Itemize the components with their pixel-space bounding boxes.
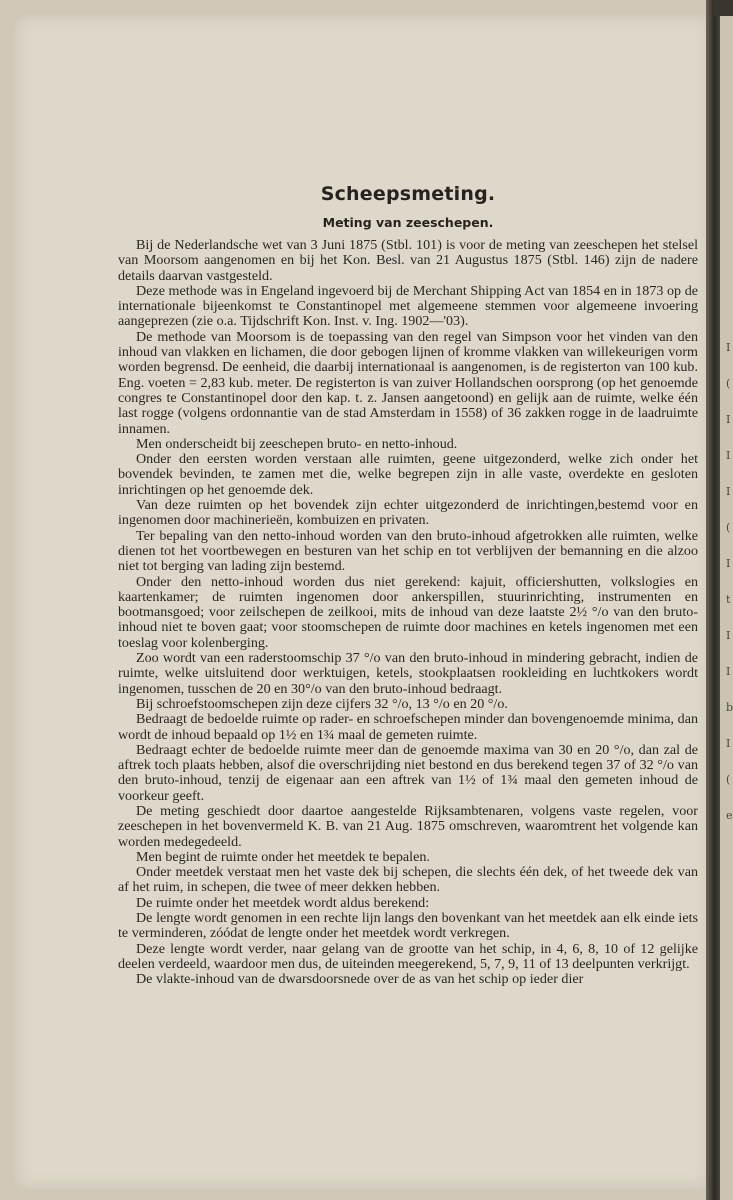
paragraph: Bij de Nederlandsche wet van 3 Juni 1875 (Stbl. 101) is voor de meting van zeeschepen het stelsel van Moorsom aangenomen en bij het Kon. Besl. van 21 Augustus 1875 (Stbl. 146) zijn de nadere details daarvan vastgesteld. [118,237,698,284]
margin-fragment: e [726,809,733,822]
book-gutter [706,0,720,1200]
page-content [118,183,698,988]
paragraph: Onder den eersten worden verstaan alle ruimten, geene uitgezonderd, welke zich onder het bovendek bevinden, te zamen met die, welke begrepen zijn in alle vaste, overdekte en gesloten inrichtingen op het genoemde dek. [118,451,698,498]
margin-fragment: I [726,485,731,498]
paragraph: De lengte wordt genomen in een rechte lijn langs den bovenkant van het meetdek aan elk einde iets te verminderen, zóódat de lengte onder het meetdek wordt verkregen. [118,910,698,942]
paragraph: Bedraagt echter de bedoelde ruimte meer dan de genoemde maxima van 30 en 20 °/o, dan zal de aftrek toch plaats hebben, alsof die overschrijding niet bestond en dus berekend tegen 37 of 32 °/o van den bruto-inhoud, tenzij de eigenaar aan een aftrek van 1½ of 1¾ maal den gemeten inhoud de voorkeur geeft. [118,741,698,804]
margin-fragment: ( [726,773,731,786]
margin-fragment: I [726,629,731,642]
paragraph: Deze lengte wordt verder, naar gelang van de grootte van het schip, in 4, 6, 8, 10 of 12 gelijke deelen verdeeld, waardoor men dus, de uiteinden meegerekend, 5, 7, 9, 11 of 13 deelpunten verkrijgt. [118,940,698,972]
paragraph: Onder meetdek verstaat men het vaste dek bij schepen, die slechts één dek, of het tweede dek van af het ruim, in schepen, die twee of meer dekken hebben. [118,864,698,896]
corner-shadow [714,0,733,16]
margin-fragment: I [726,557,731,570]
paragraph: Men begint de ruimte onder het meetdek te bepalen. [136,848,430,865]
paragraph: Van deze ruimten op het bovendek zijn echter uitgezonderd de inrichtingen,bestemd voor en ingenomen door machinerieën, kombuizen en privaten. [118,497,698,529]
paragraph: Bedraagt de bedoelde ruimte op rader- en schroefschepen minder dan bovengenoemde minima, dan wordt de inhoud bepaald op 1½ en 1¾ maal de gemeten ruimte. [118,711,698,743]
paragraph: Onder den netto-inhoud worden dus niet gerekend: kajuit, officiershutten, volkslogies en kaartenkamer; de ruimten ingenomen door ankerspillen, stuurinrichting, instrumenten en bootmansgoed; voor zeilschepen de zeilkooi, mits de inhoud van deze laatste 2½ °/o van den bruto-inhoud niet te boven gaat; voor stoomschepen de ruimte door machines en ketels ingenomen met een toeslag voor kolenberging. [118,573,698,651]
margin-fragment: I [726,413,731,426]
margin-fragment: I [726,449,731,462]
margin-fragment: ( [726,377,731,390]
facing-page-margin-letters [726,330,733,834]
margin-fragment: b [726,701,733,714]
paragraph: Men onderscheidt bij zeeschepen bruto- en netto-inhoud. [136,435,458,452]
body-text [118,238,698,988]
paragraph: De ruimte onder het meetdek wordt aldus berekend: [136,894,430,911]
paragraph: De meting geschiedt door daartoe aangestelde Rijksambtenaren, volgens vaste regelen, voor zeeschepen in het bovenvermeld K. B. van 21 Aug. 1875 omschreven, waaromtrent het volgende kan worden medegedeeld. [118,802,698,850]
margin-fragment: I [726,341,731,354]
paragraph: Deze methode was in Engeland ingevoerd bij de Merchant Shipping Act van 1854 en in 1873 op de internationale bijeenkomst te Constantinopel met algemeene stemmen voor algemeene invoering aangeprezen (zie o.a. Tijdschrift Kon. Inst. v. Ing. 1902—'03). [118,282,698,330]
paragraph: Ter bepaling van den netto-inhoud worden van den bruto-inhoud afgetrokken alle ruimten, welke dienen tot het voortbewegen en besturen van het schip en tot verblijven der bemanning en die alzoo niet tot berging van lading zijn bestemd. [118,527,698,575]
section-heading: Meting van zeeschepen. [322,215,494,230]
paragraph: De vlakte-inhoud van de dwarsdoorsnede over de as van het schip op ieder dier [136,971,584,988]
margin-fragment: t [726,593,731,606]
paragraph: Bij schroefstoomschepen zijn deze cijfers 32 °/o, 13 °/o en 20 °/o. [136,695,508,712]
paragraph: Zoo wordt van een raderstoomschip 37 °/o van den bruto-inhoud in mindering gebracht, indien de ruimte, welke uitsluitend door werktuigen, ketels, stookplaatsen rookleiding en luchtkokers wordt ingenomen, tusschen de 20 en 30°/o van den bruto-inhoud bedraagt. [118,650,698,697]
page-title: Scheepsmeting. [320,183,496,205]
paragraph: De methode van Moorsom is de toepassing van den regel van Simpson voor het vinden van den inhoud van vlakken en lichamen, die door gebogen lijnen of kromme vlakken van willekeurigen vorm worden begrensd. De eenheid, die daarbij internationaal is aangenomen, is de registerton van 100 kub. Eng. voeten = 2,83 kub. meter. De registerton is van zuiver Hollandschen oorsprong (op het genoemde congres te Constantinopel door den kap. t. z. Jansen aangetoond) en gelijk aan de ruimte, welke één last rogge (volgens ordonnantie van de stad Amsterdam in 1558) of 36 zakken rogge in de laadruimte innamen. [118,328,698,437]
margin-fragment: I [726,737,731,750]
margin-fragment: ( [726,521,731,534]
margin-fragment: I [726,665,731,678]
